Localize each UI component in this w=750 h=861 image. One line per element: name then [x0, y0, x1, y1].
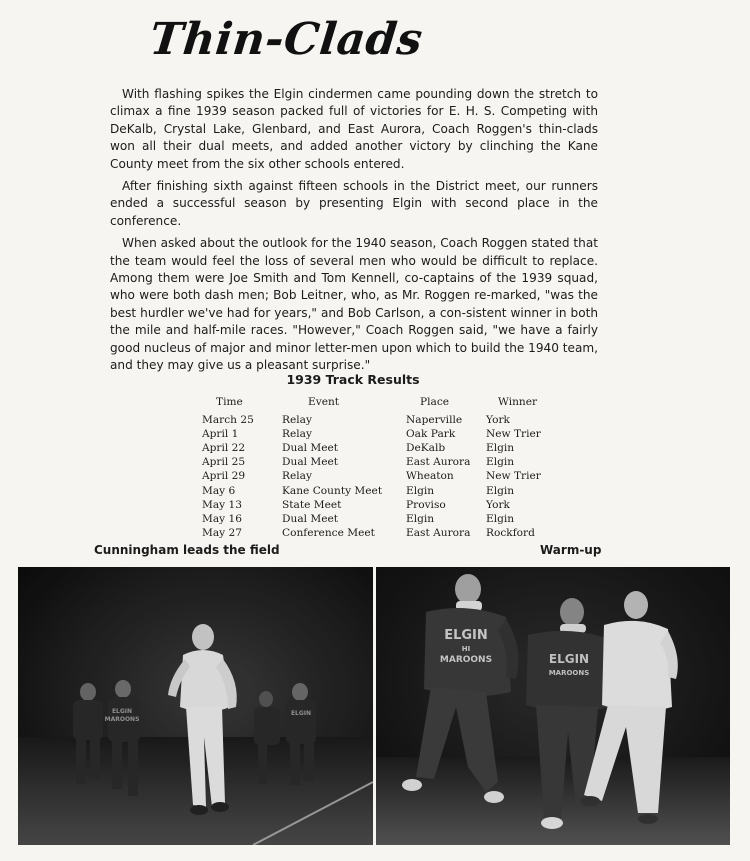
cell-event: Kane County Meet	[282, 484, 383, 497]
cell-winner: Elgin	[486, 442, 515, 455]
cell-event: Dual Meet	[282, 442, 339, 455]
cell-winner: Rockford	[486, 526, 535, 539]
photo-caption-right: Warm-up	[540, 543, 602, 557]
photo-runners-night	[18, 567, 373, 845]
cell-place: Proviso	[406, 498, 446, 511]
paragraph-2: After finishing sixth against fifteen schools in the District meet, our runners ended a successful season by presenting Elgin with second place in the conference.	[110, 179, 598, 228]
cell-place: Naperville	[406, 414, 463, 427]
results-header-row	[202, 395, 568, 413]
photo-caption-left: Cunningham leads the field	[94, 543, 280, 557]
cell-event: Dual Meet	[282, 456, 339, 469]
photo-warm-up-image	[376, 567, 730, 845]
sweater-text-1: ELGIN	[111, 708, 133, 715]
cell-event: Dual Meet	[282, 512, 339, 525]
cell-time: April 29	[202, 470, 246, 483]
results-table	[202, 395, 568, 540]
photo-warm-up	[376, 567, 730, 845]
cell-place: Elgin	[406, 512, 435, 525]
cell-place: Elgin	[406, 484, 435, 497]
cell-winner: Elgin	[486, 456, 515, 469]
cell-place: Oak Park	[406, 428, 456, 441]
cell-winner: New Trier	[486, 470, 541, 483]
sweater-text-6: MAROONS	[439, 655, 493, 665]
cell-winner: Elgin	[486, 484, 515, 497]
table-row	[202, 441, 568, 455]
sweater-text-2: MAROONS	[104, 716, 140, 723]
cell-time: May 27	[202, 526, 242, 539]
table-row	[202, 455, 568, 469]
cell-event: State Meet	[282, 498, 342, 511]
sweater-text-7: ELGIN	[548, 652, 590, 666]
cell-time: April 22	[202, 442, 246, 455]
header-event: Event	[308, 396, 340, 408]
page-title: Thin-Clads	[147, 14, 426, 65]
cell-winner: York	[486, 498, 510, 511]
cell-winner: York	[486, 414, 510, 427]
cell-time: May 13	[202, 498, 242, 511]
sweater-text-5: HI	[461, 645, 471, 653]
cell-time: April 25	[202, 456, 246, 469]
cell-time: May 16	[202, 512, 242, 525]
cell-winner: New Trier	[486, 428, 541, 441]
header-time: Time	[216, 396, 243, 408]
table-row	[202, 413, 568, 427]
header-winner: Winner	[498, 396, 538, 408]
cell-time: April 1	[202, 428, 239, 441]
sweater-text-3: ELGIN	[290, 710, 312, 717]
cell-place: Wheaton	[406, 470, 454, 483]
photo-runners-night-image	[18, 567, 373, 845]
sweater-text-8: MAROONS	[548, 669, 590, 677]
table-row	[202, 526, 568, 540]
cell-time: May 6	[202, 484, 236, 497]
cell-event: Relay	[282, 428, 312, 441]
article-body	[110, 86, 598, 380]
cell-place: East Aurora	[406, 526, 471, 539]
table-row	[202, 483, 568, 497]
table-row	[202, 469, 568, 483]
cell-event: Relay	[282, 414, 312, 427]
sweater-text-4: ELGIN	[444, 628, 488, 643]
paragraph-3: When asked about the outlook for the 1940 season, Coach Roggen stated that the team would feel the loss of several men who would be difficult to replace. Among them were Joe Smith and Tom Kennell, co-captains of the 1939 squad, who were both dash men; Bob Leitner, who, as Mr. Roggen re-marked, "was the best hurdler we've had for years," and Bob Carlson, a con-sistent winner in both the mile and half-mile races. "However," Coach Roggen said, "we have a fairly good nucleus of major and minor letter-men upon which to build the 1940 team, and they may give us a pleasant surprise."	[110, 236, 598, 373]
table-row	[202, 512, 568, 526]
header-place: Place	[420, 396, 450, 408]
results-title: 1939 Track Results	[286, 372, 420, 387]
cell-time: March 25	[202, 414, 254, 427]
paragraph-1: With flashing spikes the Elgin cindermen came pounding down the stretch to climax a fine 1939 season packed full of victories for E. H. S. Competing with DeKalb, Crystal Lake, Glenbard, and East Aurora, Coach Roggen's thin-clads won all their dual meets, and added another victory by clinching the Kane County meet from the six other schools entered.	[110, 87, 598, 171]
table-row	[202, 498, 568, 512]
table-row	[202, 427, 568, 441]
cell-winner: Elgin	[486, 512, 515, 525]
cell-place: East Aurora	[406, 456, 471, 469]
cell-place: DeKalb	[406, 442, 446, 455]
cell-event: Relay	[282, 470, 312, 483]
cell-event: Conference Meet	[282, 526, 375, 539]
